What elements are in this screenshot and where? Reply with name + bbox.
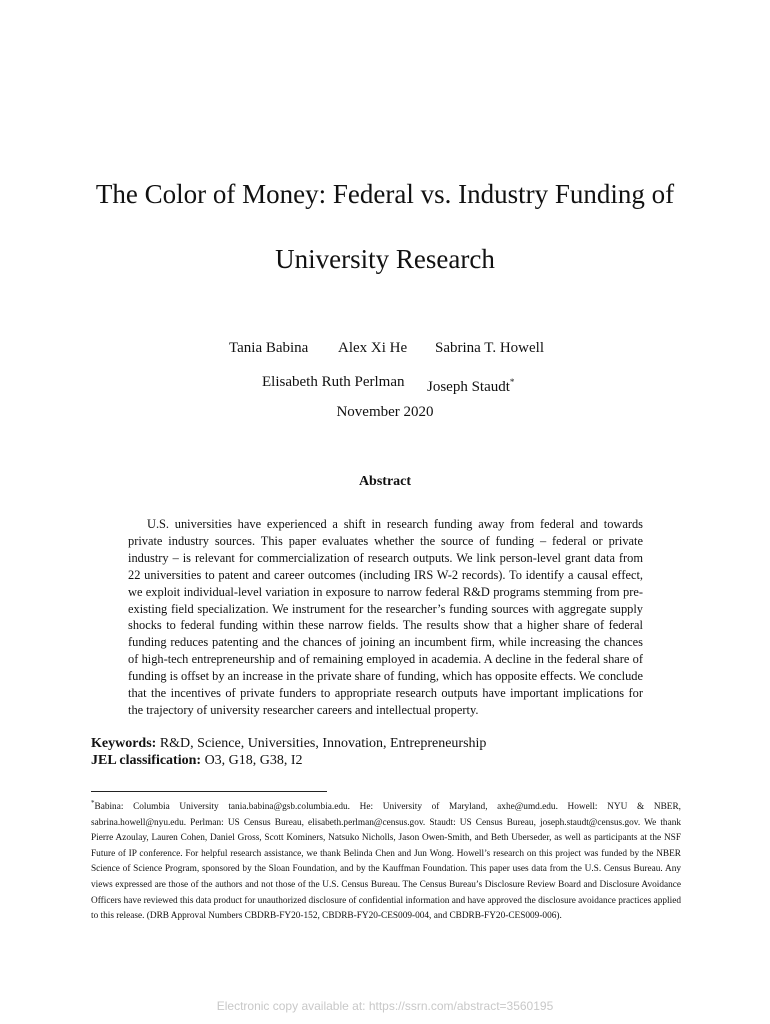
footnote-text: Babina: Columbia University tania.babina@gsb.columbia.edu. He: University of Maryland, axhe@umd.edu. Howell: NYU & NBER, sabrina.howell@nyu.edu. Perlman: US Census Bureau, elisabeth.perlman@census.gov. Staudt: US Census Bureau, joseph.staudt@census.gov. We thank Pierre Azoulay, Lauren Cohen, Daniel Gross, Scott Kominers, Natsuko Nicholls, Jason Owen-Smith, and Beth Uberseder, as well as participants at the NSF Future of IP conference. For helpful research assistance, we thank Belinda Chen and Jun Wong. Howell’s research on this project was funded by the NBER Science of Science Program, sponsored by the Sloan Foundation, and by the Kauffman Foundation. This paper uses data from the U.S. Census Bureau. Any views expressed are those of the authors and not those of the U.S. Census Bureau. The Census Bureau’s Disclosure Review Board and Disclosure Avoidance Officers have reviewed this data product for unauthorized disclosure of confidential information and have approved the disclosure avoidance practices applied to this release. (DRB Approval Numbers CBDRB-FY20-152, CBDRB-FY20-CES009-004, and CBDRB-FY20-CES009-006). [91,802,681,922]
author-perlman: Elisabeth Ruth Perlman [262,374,405,390]
keywords-line [91,735,691,753]
footnote-marker: * [509,377,515,387]
jel-line [91,752,691,770]
jel-value: O3, G18, G38, I2 [204,753,303,768]
author-he: Alex Xi He [338,340,408,356]
paper-date: November 2020 [336,404,434,420]
footnote-rule [91,791,327,792]
author-staudt [427,373,514,396]
ssrn-watermark: Electronic copy available at: https://ssrn.com/abstract=3560195 [216,999,554,1013]
author-staudt-name: Joseph Staudt [427,379,510,395]
paper-title-line-2: University Research [275,244,495,274]
keywords-label: Keywords: [91,736,157,751]
abstract-text: U.S. universities have experienced a shift in research funding away from federal and towards private industry sources. This paper evaluates whether the source of funding – federal or private industry – is relevant for commercialization of research outputs. We link person-level grant data from 22 universities to patent and career outcomes (including IRS W-2 records). To identify a causal effect, we exploit individual-level variation in exposure to narrow federal R&D programs stemming from pre-existing field specialization. We instrument for the researcher’s funding sources with aggregate supply shocks to federal funding within these narrow fields. The results show that a higher share of federal funding reduces patenting and the chances of joining an incumbent firm, while increasing the chances of high-tech entrepreneurship and of remaining employed in academia. A decline in the federal share of funding is offset by an increase in the private share of funding, which has opposite effects. We conclude that the incentives of private funders to appropriate research outputs have important implications for the trajectory of university researcher careers and intellectual property. [128,517,643,717]
footnote-mark: * [91,799,95,807]
footnote [91,796,681,925]
paper-title-line-1: The Color of Money: Federal vs. Industry Funding of [95,179,675,209]
abstract-heading: Abstract [358,474,412,489]
keywords-value: R&D, Science, Universities, Innovation, Entrepreneurship [159,736,487,751]
author-howell: Sabrina T. Howell [435,340,545,356]
author-babina: Tania Babina [229,340,309,356]
jel-label: JEL classification: [91,753,202,768]
